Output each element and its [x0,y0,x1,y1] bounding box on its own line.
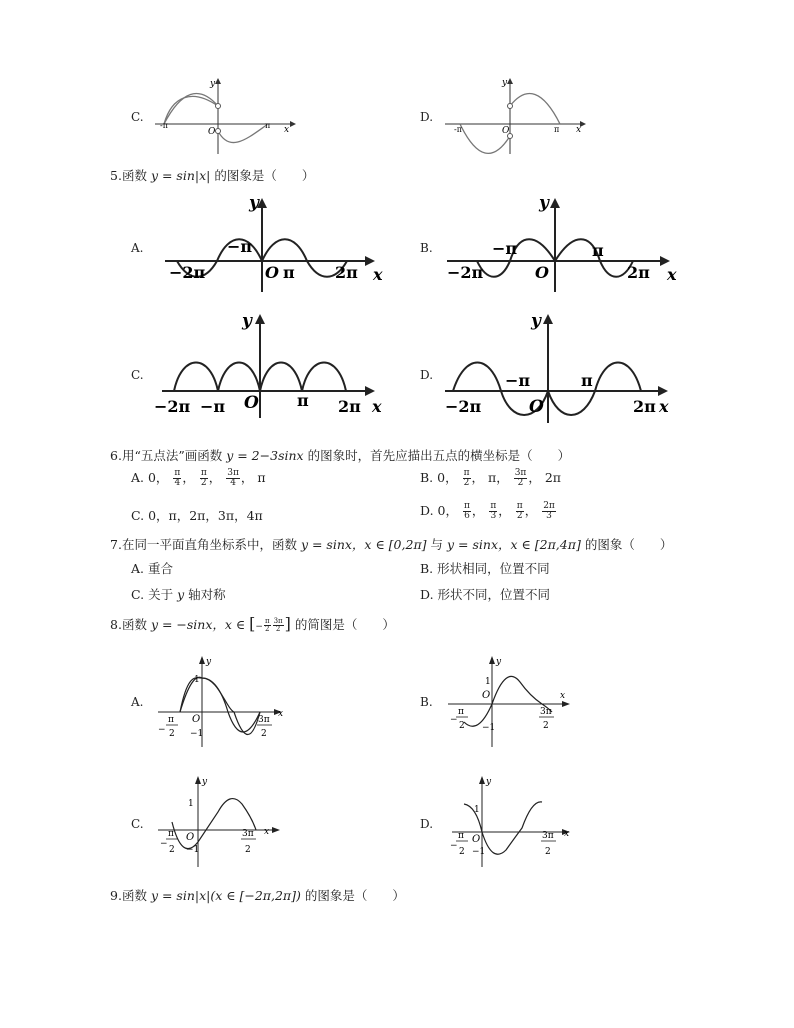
svg-text:y: y [539,193,549,213]
svg-text:O: O [482,690,491,701]
q5-graph-a [165,192,395,292]
svg-text:−1: −1 [190,729,204,739]
svg-text:3π: 3π [542,831,554,841]
svg-text:1: 1 [188,799,194,809]
svg-text:x: x [560,691,566,701]
svg-text:−: − [450,715,458,725]
svg-text:π: π [168,829,174,839]
svg-text:−π: −π [505,371,531,390]
q5-option-a-label: A. [131,241,144,255]
svg-text:2: 2 [459,847,465,857]
axis-y-label: y [210,79,216,89]
q8-option-d-label: D. [420,817,434,831]
svg-text:−2π: −2π [445,397,482,416]
axis-x-label: x [284,125,290,135]
q8-graph-d [446,772,581,867]
svg-text:2π: 2π [633,397,656,416]
svg-text:−: − [158,725,166,735]
svg-text:2: 2 [261,729,267,739]
svg-text:y: y [202,777,208,787]
svg-text:2π: 2π [627,263,650,282]
tick-pi: π [265,121,271,130]
svg-text:π: π [283,263,295,282]
svg-text:π: π [458,831,464,841]
question-9: 9.函数 y = sin|x|(x ∈ [−2π,2π]) 的图象是（ ） [110,888,405,903]
q5-graph-c [152,308,387,418]
svg-text:2: 2 [169,729,175,739]
q8-option-a-label: A. [131,695,144,709]
svg-text:O: O [186,832,195,843]
svg-text:−1: −1 [472,847,486,857]
svg-text:−1: −1 [482,723,496,733]
svg-text:2π: 2π [338,397,361,416]
svg-text:−π: −π [492,239,518,258]
svg-text:x: x [667,265,677,284]
svg-text:y: y [531,311,541,331]
svg-text:π: π [168,715,174,725]
q8-option-c-label: C. [131,817,144,831]
svg-text:O: O [265,263,279,282]
q8-graph-c [158,772,293,867]
svg-text:y: y [496,657,502,667]
svg-text:x: x [278,709,284,719]
question-8: 8.函数 y = −sinx，x ∈ [− $\frac{\pi}{2}$ $\frac{3\pi}{2}$ ] 的简图是（ ） [110,614,395,633]
q7-option-d: D. 形状不同，位置不同 [420,587,551,602]
svg-text:2: 2 [545,847,551,857]
q5-option-c-label: C. [131,368,144,382]
svg-text:y: y [249,193,259,213]
graph-top-d [440,76,590,156]
svg-text:x: x [373,265,383,284]
q5-option-b-label: B. [420,241,433,255]
svg-text:2π: 2π [335,263,358,282]
svg-text:π: π [554,125,560,134]
tick-neg-pi: -π [160,121,168,130]
svg-text:2: 2 [543,721,549,731]
svg-text:x: x [264,827,270,837]
svg-text:−: − [450,841,458,851]
q6-option-b: B. 0， $\frac{\pi}{2}$ ， π， $\frac{3\pi}{2}$ ， 2π [420,468,561,488]
svg-text:O: O [502,126,510,136]
svg-text:O: O [472,834,481,845]
svg-text:π: π [458,707,464,717]
q7-option-c: C. 关于 y 轴对称 [131,587,226,602]
svg-text:3π: 3π [540,707,552,717]
question-7: 7.在同一平面直角坐标系中，函数 y = sinx，x ∈ [0,2π] 与 y = sinx，x ∈ [2π,4π] 的图象（ ） [110,537,673,552]
q8-option-b-label: B. [420,695,433,709]
svg-text:y: y [486,777,492,787]
svg-text:−1: −1 [186,845,200,855]
svg-text:y: y [206,657,212,667]
q5-option-d-label: D. [420,368,434,382]
svg-text:-π: -π [454,125,462,134]
svg-text:O: O [535,263,549,282]
svg-text:3π: 3π [258,715,270,725]
tick-origin: O [208,127,216,137]
q5-graph-d [445,308,685,423]
question-5: 5.函数 y = sin|x| 的图象是（ ） [110,168,315,183]
svg-text:π: π [581,371,593,390]
svg-text:y: y [242,311,252,331]
svg-text:x: x [659,397,669,416]
graph-top-c [150,76,300,156]
svg-text:−π: −π [200,397,226,416]
svg-text:π: π [297,391,309,410]
svg-text:O: O [244,393,259,413]
svg-text:1: 1 [485,677,491,687]
option-c-label: C. [131,110,144,124]
q7-option-b: B. 形状相同，位置不同 [420,561,550,576]
svg-text:−2π: −2π [154,397,191,416]
svg-text:O: O [529,397,544,417]
svg-text:1: 1 [474,805,480,815]
svg-text:x: x [576,125,582,135]
svg-text:−π: −π [227,237,253,256]
q6-option-c: C. 0，π，2π，3π，4π [131,508,263,523]
option-d-label: D. [420,110,434,124]
svg-text:1: 1 [194,675,200,685]
q6-option-a: A. 0， $\frac{\pi}{4}$ ， $\frac{\pi}{2}$ ， $\frac{3\pi}{4}$ ， π [131,468,266,488]
svg-text:2: 2 [169,845,175,855]
q7-option-a: A. 重合 [131,561,173,576]
q5-graph-b [447,192,687,292]
svg-text:−: − [160,839,168,849]
q8-graph-a [158,652,293,747]
svg-text:2: 2 [245,845,251,855]
svg-text:−2π: −2π [169,263,206,282]
svg-text:O: O [192,714,201,725]
question-6: 6.用“五点法”画函数 y = 2−3sinx 的图象时，首先应描出五点的横坐标是（ ） [110,448,571,463]
q8-graph-b [448,652,583,747]
svg-text:2: 2 [459,721,465,731]
svg-text:3π: 3π [242,829,254,839]
svg-text:π: π [592,241,604,260]
svg-text:x: x [564,829,570,839]
svg-text:y: y [502,78,508,88]
q6-option-d: D. 0， $\frac{\pi}{6}$ ， $\frac{\pi}{3}$ ， $\frac{\pi}{2}$ ， $\frac{2\pi}{3}$ [420,501,555,521]
svg-text:x: x [372,397,382,416]
svg-text:−2π: −2π [447,263,484,282]
